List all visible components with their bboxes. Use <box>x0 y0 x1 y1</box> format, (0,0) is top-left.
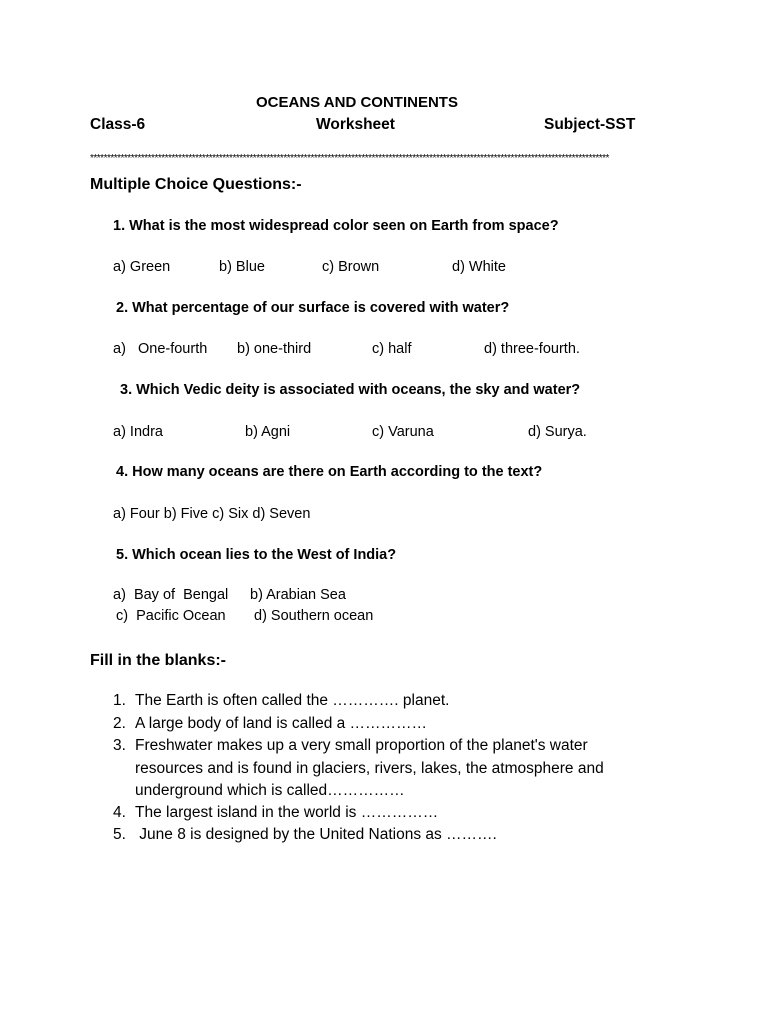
fill-item-3-line-1: Freshwater makes up a very small proportion of the planet's water <box>135 737 588 754</box>
q4-options: a) Four b) Five c) Six d) Seven <box>113 506 311 522</box>
q5-option-a: a) Bay of Bengal <box>113 587 229 603</box>
question-2: 2. What percentage of our surface is covered with water? <box>116 300 510 316</box>
fill-item-1: The Earth is often called the …………. planet. <box>135 692 450 709</box>
q3-option-c: c) Varuna <box>372 424 434 440</box>
page-title: OCEANS AND CONTINENTS <box>256 94 458 111</box>
fill-item-3-line-2: resources and is found in glaciers, rivers, lakes, the atmosphere and <box>135 760 604 777</box>
q3-option-a: a) Indra <box>113 424 163 440</box>
fill-item-5: June 8 is designed by the United Nations as ………. <box>135 826 497 843</box>
mcq-heading: Multiple Choice Questions:- <box>90 176 302 193</box>
q5-option-c: c) Pacific Ocean <box>116 608 226 624</box>
q1-option-a: a) Green <box>113 259 171 275</box>
fill-number-2: 2. <box>113 715 126 732</box>
worksheet-label: Worksheet <box>316 116 395 133</box>
fill-heading: Fill in the blanks:- <box>90 652 227 669</box>
fill-number-4: 4. <box>113 804 126 821</box>
question-3: 3. Which Vedic deity is associated with oceans, the sky and water? <box>120 382 581 398</box>
q1-option-c: c) Brown <box>322 259 380 275</box>
q2-option-d: d) three-fourth. <box>484 341 580 357</box>
fill-item-4: The largest island in the world is …………… <box>135 804 439 821</box>
q5-option-b: b) Arabian Sea <box>250 587 346 603</box>
class-label: Class-6 <box>90 116 146 133</box>
fill-number-5: 5. <box>113 826 126 843</box>
fill-number-3: 3. <box>113 737 126 754</box>
fill-item-2: A large body of land is called a …………… <box>135 715 428 732</box>
q2-option-b: b) one-third <box>237 341 312 357</box>
q3-option-d: d) Surya. <box>528 424 587 440</box>
question-4: 4. How many oceans are there on Earth according to the text? <box>116 464 543 480</box>
question-5: 5. Which ocean lies to the West of India? <box>116 547 397 563</box>
q2-option-c: c) half <box>372 341 412 357</box>
q3-option-b: b) Agni <box>245 424 291 440</box>
question-1: 1. What is the most widespread color seen on Earth from space? <box>113 218 559 234</box>
q5-option-d: d) Southern ocean <box>254 608 374 624</box>
subject-label: Subject-SST <box>544 116 636 133</box>
q2-option-a: a) One-fourth <box>113 341 208 357</box>
q1-option-d: d) White <box>452 259 506 275</box>
fill-number-1: 1. <box>113 692 126 709</box>
q1-option-b: b) Blue <box>219 259 265 275</box>
fill-item-3-line-3: underground which is called…………… <box>135 782 405 799</box>
separator-line: ********************************************************************************************************************************************************* <box>90 153 609 164</box>
